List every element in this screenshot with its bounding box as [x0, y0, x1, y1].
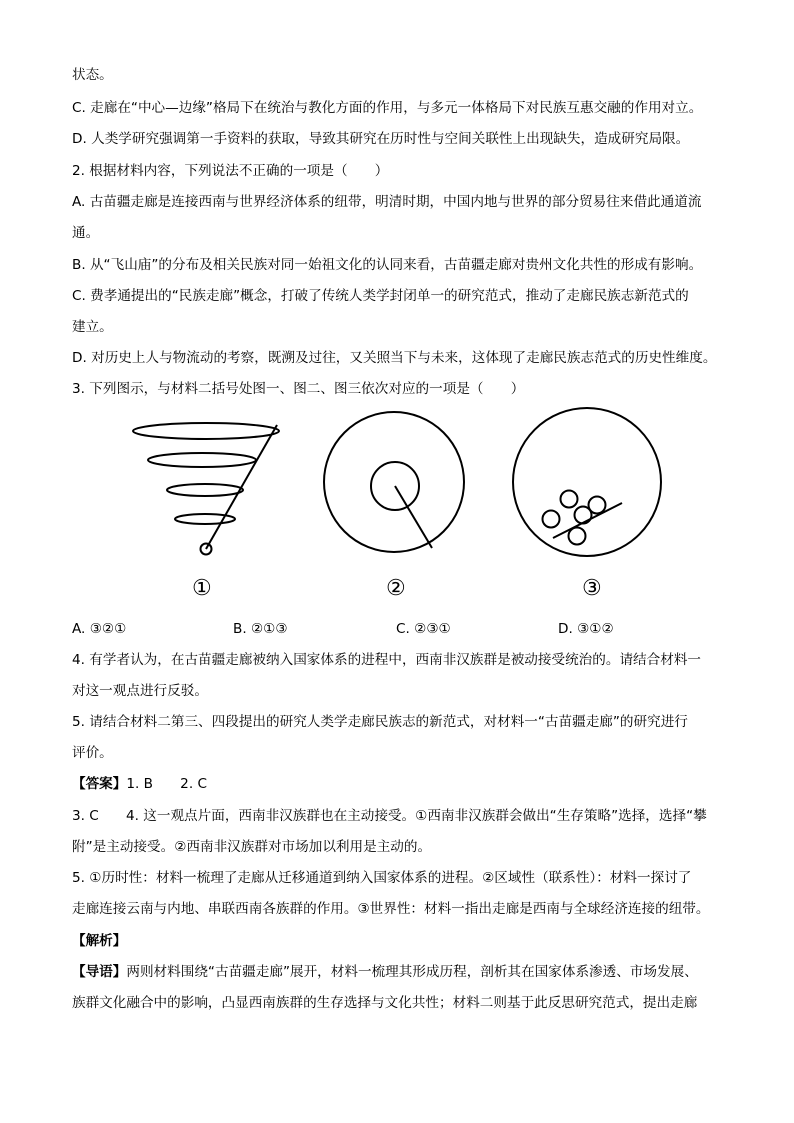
answer-line-1	[72, 774, 207, 794]
figure-2-circles	[324, 412, 464, 552]
option-c-q3: C. ②③①	[396, 621, 451, 637]
figure-label-2: ②	[386, 576, 406, 601]
answer-line-4: 5. ①历时性：材料一梳理了走廊从迁移通道到纳入国家体系的进程。②区域性（联系性）：材料一探讨了	[72, 870, 692, 886]
question-3: 3. 下列图示，与材料二括号处图一、图二、图三依次对应的一项是（ ）	[72, 381, 525, 397]
answer-line-5: 走廊连接云南与内地、串联西南各族群的作用。③世界性：材料一指出走廊是西南与全球经济连接的纽带。	[72, 901, 710, 917]
question-4: 4. 有学者认为，在古苗疆走廊被纳入国家体系的进程中，西南非汉族群是被动接受统治的。请结合材料一	[72, 652, 702, 668]
option-c-q2: C. 费孝通提出的“民族走廊”概念，打破了传统人类学封闭单一的研究范式，推动了走廊民族志新范式的	[72, 288, 689, 304]
text-line: 状态。	[72, 67, 113, 83]
analysis-heading	[72, 931, 126, 951]
question-2: 2. 根据材料内容，下列说法不正确的一项是（ ）	[72, 163, 389, 179]
answer-line-2: 3. C 4. 这一观点片面，西南非汉族群也在主动接受。①西南非汉族群会做出“生存策略”选择，选择“攀	[72, 808, 707, 824]
option-b-q2: B. 从“飞山庙”的分布及相关民族对同一始祖文化的认同来看，古苗疆走廊对贵州文化共性的形成有影响。	[72, 257, 703, 273]
option-a-q3: A. ③②①	[72, 621, 127, 637]
option-d-q2: D. 对历史上人与物流动的考察，既溯及过往，又关照当下与未来，这体现了走廊民族志范式的历史性维度。	[72, 350, 717, 366]
guide-line-2: 族群文化融合中的影响，凸显西南族群的生存选择与文化共性；材料二则基于此反思研究范式，提出走廊	[72, 995, 698, 1011]
figure-label-1: ①	[192, 576, 212, 601]
guide-tag: 【导语】	[72, 964, 127, 980]
diagram-figures	[0, 405, 794, 605]
question-5: 5. 请结合材料二第三、四段提出的研究人类学走廊民族志的新范式，对材料一“古苗疆走廊”的研究进行	[72, 714, 688, 730]
option-c-q1: C. 走廊在“中心—边缘”格局下在统治与教化方面的作用，与多元一体格局下对民族互惠交融的作用对立。	[72, 100, 703, 116]
guide-text-1: 两则材料围绕“古苗疆走廊”展开，材料一梳理其形成历程，剖析其在国家体系渗透、市场发展、	[126, 964, 698, 980]
guide-line-1	[72, 962, 698, 982]
question-5-cont: 评价。	[72, 745, 113, 761]
answer-text-1: 1. B 2. C	[126, 776, 207, 792]
answer-line-3: 附”是主动接受。②西南非汉族群对市场加以利用是主动的。	[72, 839, 432, 855]
answer-tag: 【答案】	[72, 776, 127, 792]
question-4-cont: 对这一观点进行反驳。	[72, 683, 208, 699]
analysis-tag: 【解析】	[72, 933, 127, 949]
option-d-q1: D. 人类学研究强调第一手资料的获取，导致其研究在历时性与空间关联性上出现缺失，造成研究局限。	[72, 131, 690, 147]
option-a-q2-cont: 通。	[72, 225, 100, 241]
option-b-q3: B. ②①③	[233, 621, 288, 637]
option-d-q3: D. ③①②	[558, 621, 614, 637]
figure-label-3: ③	[582, 576, 602, 601]
option-c-q2-cont: 建立。	[72, 319, 113, 335]
option-a-q2: A. 古苗疆走廊是连接西南与世界经济体系的纽带，明清时期，中国内地与世界的部分贸易往来借此通道流	[72, 194, 702, 210]
figure-1-spiral	[133, 423, 279, 555]
figure-area	[0, 405, 794, 605]
figure-3-circle-balls	[513, 408, 661, 556]
